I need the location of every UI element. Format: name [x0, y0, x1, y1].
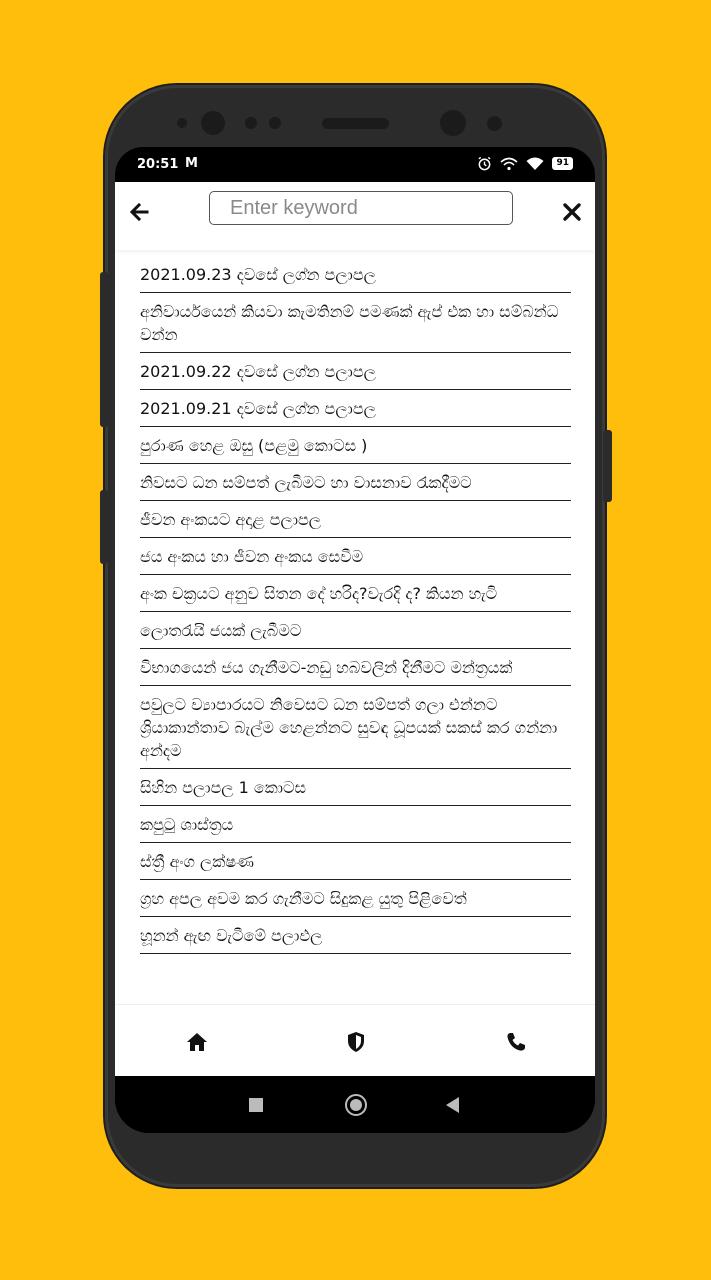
front-camera — [201, 111, 225, 135]
list-item[interactable]: හූනන් ඇඟ වැටීමේ පලාඵල — [140, 917, 571, 954]
list-item[interactable]: විභාගයෙන් ජය ගැනීමට-නඩු හබවලින් දිනීමට මන්ත්‍රයක් — [140, 649, 571, 686]
search-input[interactable] — [209, 191, 513, 225]
list-item[interactable]: කපුටු ශාස්ත්‍රය — [140, 806, 571, 843]
list-item[interactable]: 2021.09.22 දවසේ ලග්න පලාපල — [140, 353, 571, 390]
gmail-notification-icon: M — [185, 156, 198, 171]
article-list-items — [115, 256, 595, 954]
wifi-icon — [526, 157, 544, 171]
status-bar — [115, 147, 595, 182]
volume-up-button — [100, 272, 108, 427]
list-item[interactable]: ලොතරැයි ජයක් ලැබීමට — [140, 612, 571, 649]
home-system-button[interactable] — [345, 1094, 367, 1116]
shield-icon[interactable] — [345, 1031, 367, 1053]
list-item[interactable]: අංක චක්‍රයට අනුව සිතන දේ හරිද?වැරදි ද? කියන හැටි — [140, 575, 571, 612]
list-item[interactable]: ජීවන අංකයට අදාළ පලාපල — [140, 501, 571, 538]
list-item[interactable]: ජය අංකය හා ජීවන අංකය සෙවීම — [140, 538, 571, 575]
list-item[interactable]: 2021.09.21 දවසේ ලග්න පලාපල — [140, 390, 571, 427]
sensor-dot — [269, 117, 281, 129]
list-item[interactable]: ග්‍රහ අපල අවම කර ගැනීමට සිදුකළ යුතු පිළිවෙත් — [140, 880, 571, 917]
search-toolbar — [115, 182, 595, 250]
earpiece-speaker — [322, 118, 389, 129]
home-icon[interactable] — [186, 1031, 208, 1053]
list-item[interactable]: ස්ත්‍රී අංග ලක්ෂණ — [140, 843, 571, 880]
front-camera — [440, 110, 466, 136]
system-navigation-bar — [115, 1076, 595, 1133]
sensor-dot — [177, 118, 187, 128]
list-item[interactable]: අනිවාර්යයෙන් කියවා කැමතිනම් පමණක් ඇප් එක හා සම්බන්ධ වන්න — [140, 293, 571, 353]
sensor-dot — [487, 116, 502, 131]
screen — [115, 147, 595, 1133]
list-item[interactable]: නිවසට ධන සම්පත් ලැබීමට හා වාසනාව රැකදීමට — [140, 464, 571, 501]
battery-indicator: 91 — [552, 157, 573, 170]
recents-button[interactable] — [249, 1098, 263, 1112]
article-list — [115, 256, 595, 1004]
alarm-icon — [477, 156, 492, 171]
wifi-calling-icon — [500, 157, 518, 171]
app-content — [115, 182, 595, 1076]
list-item[interactable]: 2021.09.23 දවසේ ලග්න පලාපල — [140, 256, 571, 293]
close-icon[interactable] — [561, 201, 583, 223]
list-item[interactable]: සිහින පලාපල 1 කොටස — [140, 769, 571, 806]
power-button — [603, 430, 612, 502]
phone-icon[interactable] — [505, 1031, 527, 1053]
list-item[interactable]: පුරාණ හෙළ ඔසු (පළමු කොටස ) — [140, 427, 571, 464]
bottom-navigation — [115, 1004, 595, 1077]
volume-down-button — [100, 490, 108, 564]
sensor-dot — [245, 117, 257, 129]
arrow-left-icon[interactable] — [127, 200, 151, 224]
back-system-button[interactable] — [446, 1097, 459, 1113]
status-icons — [477, 156, 573, 171]
status-time: 20:51 — [137, 157, 179, 172]
list-item[interactable]: පවුලට ව්‍යාපාරයට නිවෙසට ධන සම්පත් ගලා එන්නට ශ්‍රියාකාන්තාව බැල්ම හෙළන්නට සුවඳ ධූපයක් සකස් කර ගන්නා අන්දම — [140, 686, 571, 769]
